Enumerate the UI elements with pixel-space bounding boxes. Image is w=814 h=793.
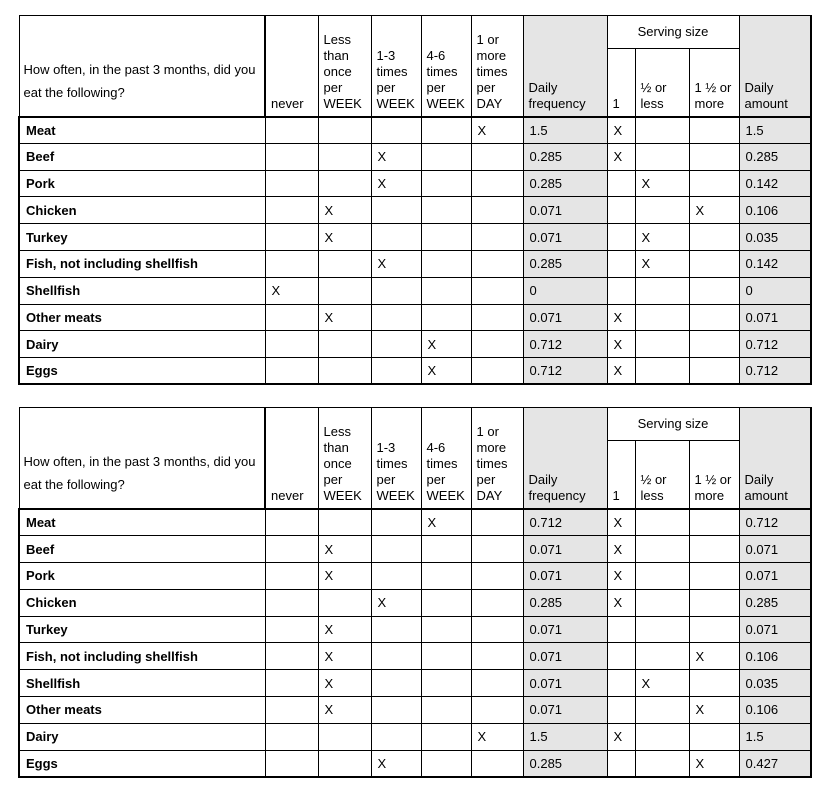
response-1-or-more-day: X xyxy=(471,117,523,144)
response-never xyxy=(265,358,318,385)
table-row xyxy=(19,304,811,331)
col-header-serving-1: 1 xyxy=(607,49,635,117)
response-1-or-more-day xyxy=(471,197,523,224)
serving-half-or-less-mark: X xyxy=(635,250,689,277)
response-1-or-more-day xyxy=(471,224,523,251)
serving-half-or-less-mark xyxy=(635,277,689,304)
response-less-than-once-week: X xyxy=(318,563,371,590)
response-1-or-more-day xyxy=(471,670,523,697)
food-name: Other meats xyxy=(19,304,265,331)
response-1-3-times-week xyxy=(371,304,421,331)
response-never xyxy=(265,331,318,358)
response-1-3-times-week xyxy=(371,643,421,670)
daily-amount-value: 0.142 xyxy=(739,250,811,277)
response-1-or-more-day xyxy=(471,358,523,385)
daily-frequency-value: 0 xyxy=(523,277,607,304)
response-never xyxy=(265,563,318,590)
serving-1-mark: X xyxy=(607,589,635,616)
response-1-or-more-day xyxy=(471,589,523,616)
response-never xyxy=(265,536,318,563)
response-less-than-once-week xyxy=(318,277,371,304)
response-4-6-times-week xyxy=(421,143,471,170)
daily-frequency-value: 0.071 xyxy=(523,616,607,643)
serving-half-or-less-mark: X xyxy=(635,224,689,251)
serving-one-half-or-more-mark: X xyxy=(689,643,739,670)
serving-half-or-less-mark xyxy=(635,697,689,724)
food-name: Meat xyxy=(19,509,265,536)
daily-frequency-value: 0.285 xyxy=(523,143,607,170)
col-header-daily-frequency: Daily frequency xyxy=(523,408,607,509)
response-less-than-once-week xyxy=(318,509,371,536)
daily-amount-value: 0.142 xyxy=(739,170,811,197)
serving-1-mark: X xyxy=(607,509,635,536)
serving-1-mark xyxy=(607,250,635,277)
table-row xyxy=(19,536,811,563)
col-header-daily-amount: Daily amount xyxy=(739,16,811,117)
response-never xyxy=(265,224,318,251)
daily-frequency-value: 1.5 xyxy=(523,723,607,750)
response-never xyxy=(265,170,318,197)
response-4-6-times-week xyxy=(421,643,471,670)
daily-amount-value: 0.712 xyxy=(739,509,811,536)
response-1-3-times-week xyxy=(371,224,421,251)
response-1-or-more-day xyxy=(471,697,523,724)
response-1-3-times-week: X xyxy=(371,170,421,197)
table-row xyxy=(19,117,811,144)
daily-frequency-value: 1.5 xyxy=(523,117,607,144)
response-never xyxy=(265,143,318,170)
question-text: How often, in the past 3 months, did you eat the following? xyxy=(19,16,265,117)
table-row xyxy=(19,723,811,750)
serving-1-mark xyxy=(607,670,635,697)
daily-frequency-value: 0.712 xyxy=(523,358,607,385)
daily-amount-value: 0.071 xyxy=(739,616,811,643)
table-row xyxy=(19,197,811,224)
response-4-6-times-week xyxy=(421,536,471,563)
response-never xyxy=(265,643,318,670)
response-4-6-times-week xyxy=(421,277,471,304)
food-name: Dairy xyxy=(19,331,265,358)
daily-amount-value: 0.106 xyxy=(739,643,811,670)
col-header-never: never xyxy=(265,408,318,509)
col-header-daily-frequency: Daily frequency xyxy=(523,16,607,117)
daily-frequency-value: 0.071 xyxy=(523,697,607,724)
response-1-3-times-week xyxy=(371,563,421,590)
table-row xyxy=(19,670,811,697)
food-name: Eggs xyxy=(19,358,265,385)
daily-amount-value: 0.106 xyxy=(739,197,811,224)
col-header-serving-size: Serving size xyxy=(607,16,739,49)
serving-1-mark xyxy=(607,697,635,724)
col-header-less-than-once-week: Less than once per WEEK xyxy=(318,408,371,509)
daily-amount-value: 0.712 xyxy=(739,358,811,385)
serving-half-or-less-mark xyxy=(635,750,689,777)
daily-frequency-value: 0.285 xyxy=(523,589,607,616)
food-name: Turkey xyxy=(19,224,265,251)
daily-frequency-value: 0.712 xyxy=(523,331,607,358)
table-row xyxy=(19,750,811,777)
response-1-or-more-day xyxy=(471,643,523,670)
daily-amount-value: 1.5 xyxy=(739,723,811,750)
response-never xyxy=(265,197,318,224)
response-1-3-times-week xyxy=(371,616,421,643)
response-1-3-times-week xyxy=(371,670,421,697)
serving-half-or-less-mark xyxy=(635,643,689,670)
response-4-6-times-week: X xyxy=(421,509,471,536)
serving-one-half-or-more-mark xyxy=(689,670,739,697)
table-row xyxy=(19,697,811,724)
response-4-6-times-week: X xyxy=(421,358,471,385)
response-less-than-once-week: X xyxy=(318,224,371,251)
daily-amount-value: 1.5 xyxy=(739,117,811,144)
response-less-than-once-week xyxy=(318,358,371,385)
daily-amount-value: 0.071 xyxy=(739,563,811,590)
table-row xyxy=(19,563,811,590)
col-header-1-3-times-week: 1-3 times per WEEK xyxy=(371,408,421,509)
daily-frequency-value: 0.071 xyxy=(523,304,607,331)
response-never xyxy=(265,750,318,777)
response-1-or-more-day xyxy=(471,750,523,777)
response-4-6-times-week xyxy=(421,197,471,224)
daily-amount-value: 0.035 xyxy=(739,670,811,697)
serving-one-half-or-more-mark xyxy=(689,563,739,590)
table-row xyxy=(19,509,811,536)
daily-frequency-value: 0.071 xyxy=(523,643,607,670)
food-name: Meat xyxy=(19,117,265,144)
serving-one-half-or-more-mark xyxy=(689,536,739,563)
serving-1-mark xyxy=(607,277,635,304)
col-header-1-3-times-week: 1-3 times per WEEK xyxy=(371,16,421,117)
response-4-6-times-week xyxy=(421,589,471,616)
response-less-than-once-week: X xyxy=(318,536,371,563)
response-less-than-once-week xyxy=(318,589,371,616)
serving-1-mark xyxy=(607,197,635,224)
response-never xyxy=(265,509,318,536)
serving-half-or-less-mark xyxy=(635,723,689,750)
response-1-3-times-week: X xyxy=(371,589,421,616)
col-header-serving-one-half-or-more: 1 ½ or more xyxy=(689,49,739,117)
serving-1-mark: X xyxy=(607,304,635,331)
serving-half-or-less-mark xyxy=(635,589,689,616)
response-4-6-times-week: X xyxy=(421,331,471,358)
response-less-than-once-week: X xyxy=(318,670,371,697)
serving-half-or-less-mark xyxy=(635,616,689,643)
response-1-or-more-day xyxy=(471,170,523,197)
response-4-6-times-week xyxy=(421,697,471,724)
response-1-or-more-day xyxy=(471,250,523,277)
response-1-3-times-week xyxy=(371,509,421,536)
response-1-3-times-week xyxy=(371,536,421,563)
daily-frequency-value: 0.285 xyxy=(523,250,607,277)
daily-frequency-value: 0.285 xyxy=(523,750,607,777)
table-row xyxy=(19,277,811,304)
response-less-than-once-week xyxy=(318,170,371,197)
food-name: Beef xyxy=(19,536,265,563)
serving-1-mark: X xyxy=(607,723,635,750)
response-1-3-times-week: X xyxy=(371,250,421,277)
table-row xyxy=(19,250,811,277)
serving-half-or-less-mark xyxy=(635,331,689,358)
food-name: Fish, not including shellfish xyxy=(19,643,265,670)
col-header-1-or-more-day: 1 or more times per DAY xyxy=(471,16,523,117)
response-1-or-more-day xyxy=(471,536,523,563)
serving-1-mark xyxy=(607,643,635,670)
response-less-than-once-week: X xyxy=(318,697,371,724)
response-less-than-once-week: X xyxy=(318,304,371,331)
food-name: Chicken xyxy=(19,197,265,224)
response-never xyxy=(265,250,318,277)
daily-amount-value: 0.071 xyxy=(739,536,811,563)
daily-frequency-value: 0.712 xyxy=(523,509,607,536)
response-4-6-times-week xyxy=(421,170,471,197)
serving-1-mark xyxy=(607,170,635,197)
serving-half-or-less-mark xyxy=(635,304,689,331)
response-1-3-times-week: X xyxy=(371,143,421,170)
response-never xyxy=(265,723,318,750)
serving-1-mark: X xyxy=(607,331,635,358)
food-name: Shellfish xyxy=(19,670,265,697)
serving-one-half-or-more-mark: X xyxy=(689,750,739,777)
response-1-or-more-day xyxy=(471,563,523,590)
response-1-or-more-day xyxy=(471,143,523,170)
serving-half-or-less-mark xyxy=(635,197,689,224)
food-name: Pork xyxy=(19,170,265,197)
serving-half-or-less-mark xyxy=(635,536,689,563)
serving-half-or-less-mark: X xyxy=(635,670,689,697)
response-4-6-times-week xyxy=(421,670,471,697)
serving-one-half-or-more-mark xyxy=(689,277,739,304)
response-less-than-once-week xyxy=(318,331,371,358)
serving-one-half-or-more-mark xyxy=(689,331,739,358)
response-1-or-more-day: X xyxy=(471,723,523,750)
daily-amount-value: 0.106 xyxy=(739,697,811,724)
col-header-serving-half-or-less: ½ or less xyxy=(635,49,689,117)
serving-1-mark: X xyxy=(607,117,635,144)
question-text: How often, in the past 3 months, did you eat the following? xyxy=(19,408,265,509)
response-4-6-times-week xyxy=(421,563,471,590)
serving-one-half-or-more-mark xyxy=(689,224,739,251)
food-name: Other meats xyxy=(19,697,265,724)
daily-amount-value: 0.035 xyxy=(739,224,811,251)
col-header-less-than-once-week: Less than once per WEEK xyxy=(318,16,371,117)
col-header-1-or-more-day: 1 or more times per DAY xyxy=(471,408,523,509)
serving-1-mark xyxy=(607,224,635,251)
col-header-serving-one-half-or-more: 1 ½ or more xyxy=(689,441,739,509)
col-header-4-6-times-week: 4-6 times per WEEK xyxy=(421,408,471,509)
serving-half-or-less-mark xyxy=(635,143,689,170)
response-4-6-times-week xyxy=(421,224,471,251)
response-never xyxy=(265,670,318,697)
response-less-than-once-week xyxy=(318,143,371,170)
serving-one-half-or-more-mark xyxy=(689,723,739,750)
response-never xyxy=(265,304,318,331)
serving-1-mark xyxy=(607,750,635,777)
daily-frequency-value: 0.285 xyxy=(523,170,607,197)
response-less-than-once-week xyxy=(318,117,371,144)
table-row xyxy=(19,358,811,385)
serving-half-or-less-mark: X xyxy=(635,170,689,197)
response-less-than-once-week xyxy=(318,250,371,277)
daily-amount-value: 0 xyxy=(739,277,811,304)
response-4-6-times-week xyxy=(421,250,471,277)
food-name: Pork xyxy=(19,563,265,590)
response-1-3-times-week xyxy=(371,331,421,358)
food-frequency-table-1 xyxy=(18,15,812,385)
table-row xyxy=(19,643,811,670)
table-row xyxy=(19,143,811,170)
daily-amount-value: 0.285 xyxy=(739,143,811,170)
response-1-or-more-day xyxy=(471,277,523,304)
daily-amount-value: 0.285 xyxy=(739,589,811,616)
col-header-daily-amount: Daily amount xyxy=(739,408,811,509)
daily-frequency-value: 0.071 xyxy=(523,563,607,590)
response-less-than-once-week: X xyxy=(318,616,371,643)
serving-half-or-less-mark xyxy=(635,117,689,144)
serving-one-half-or-more-mark xyxy=(689,143,739,170)
response-1-3-times-week xyxy=(371,117,421,144)
table-row xyxy=(19,224,811,251)
serving-1-mark: X xyxy=(607,358,635,385)
serving-1-mark xyxy=(607,616,635,643)
table-row xyxy=(19,589,811,616)
serving-1-mark: X xyxy=(607,536,635,563)
response-1-3-times-week xyxy=(371,723,421,750)
response-never xyxy=(265,117,318,144)
serving-half-or-less-mark xyxy=(635,509,689,536)
serving-half-or-less-mark xyxy=(635,358,689,385)
daily-amount-value: 0.427 xyxy=(739,750,811,777)
response-1-or-more-day xyxy=(471,331,523,358)
daily-frequency-value: 0.071 xyxy=(523,536,607,563)
response-never xyxy=(265,589,318,616)
serving-one-half-or-more-mark: X xyxy=(689,197,739,224)
serving-one-half-or-more-mark xyxy=(689,170,739,197)
serving-half-or-less-mark xyxy=(635,563,689,590)
serving-one-half-or-more-mark xyxy=(689,250,739,277)
serving-1-mark: X xyxy=(607,563,635,590)
response-4-6-times-week xyxy=(421,117,471,144)
serving-one-half-or-more-mark xyxy=(689,589,739,616)
food-name: Beef xyxy=(19,143,265,170)
serving-1-mark: X xyxy=(607,143,635,170)
table-row xyxy=(19,170,811,197)
col-header-serving-half-or-less: ½ or less xyxy=(635,441,689,509)
daily-frequency-value: 0.071 xyxy=(523,197,607,224)
food-name: Fish, not including shellfish xyxy=(19,250,265,277)
food-name: Shellfish xyxy=(19,277,265,304)
serving-one-half-or-more-mark xyxy=(689,358,739,385)
response-1-3-times-week xyxy=(371,197,421,224)
response-less-than-once-week: X xyxy=(318,643,371,670)
daily-frequency-value: 0.071 xyxy=(523,670,607,697)
response-1-3-times-week: X xyxy=(371,750,421,777)
food-name: Turkey xyxy=(19,616,265,643)
response-less-than-once-week: X xyxy=(318,197,371,224)
daily-amount-value: 0.071 xyxy=(739,304,811,331)
response-4-6-times-week xyxy=(421,304,471,331)
food-name: Eggs xyxy=(19,750,265,777)
response-never xyxy=(265,697,318,724)
table-body xyxy=(19,117,811,385)
response-1-or-more-day xyxy=(471,304,523,331)
col-header-never: never xyxy=(265,16,318,117)
response-never: X xyxy=(265,277,318,304)
serving-one-half-or-more-mark xyxy=(689,616,739,643)
food-name: Chicken xyxy=(19,589,265,616)
table-header xyxy=(19,16,811,117)
food-frequency-table-2 xyxy=(18,407,812,777)
response-never xyxy=(265,616,318,643)
table-header xyxy=(19,408,811,509)
food-name: Dairy xyxy=(19,723,265,750)
table-body xyxy=(19,509,811,777)
table-row xyxy=(19,331,811,358)
serving-one-half-or-more-mark: X xyxy=(689,697,739,724)
response-1-3-times-week xyxy=(371,358,421,385)
response-4-6-times-week xyxy=(421,616,471,643)
response-1-3-times-week xyxy=(371,277,421,304)
serving-one-half-or-more-mark xyxy=(689,117,739,144)
response-1-3-times-week xyxy=(371,697,421,724)
col-header-serving-1: 1 xyxy=(607,441,635,509)
response-4-6-times-week xyxy=(421,723,471,750)
table-row xyxy=(19,616,811,643)
response-4-6-times-week xyxy=(421,750,471,777)
col-header-4-6-times-week: 4-6 times per WEEK xyxy=(421,16,471,117)
serving-one-half-or-more-mark xyxy=(689,304,739,331)
response-less-than-once-week xyxy=(318,750,371,777)
response-less-than-once-week xyxy=(318,723,371,750)
daily-frequency-value: 0.071 xyxy=(523,224,607,251)
response-1-or-more-day xyxy=(471,509,523,536)
daily-amount-value: 0.712 xyxy=(739,331,811,358)
serving-one-half-or-more-mark xyxy=(689,509,739,536)
col-header-serving-size: Serving size xyxy=(607,408,739,441)
response-1-or-more-day xyxy=(471,616,523,643)
